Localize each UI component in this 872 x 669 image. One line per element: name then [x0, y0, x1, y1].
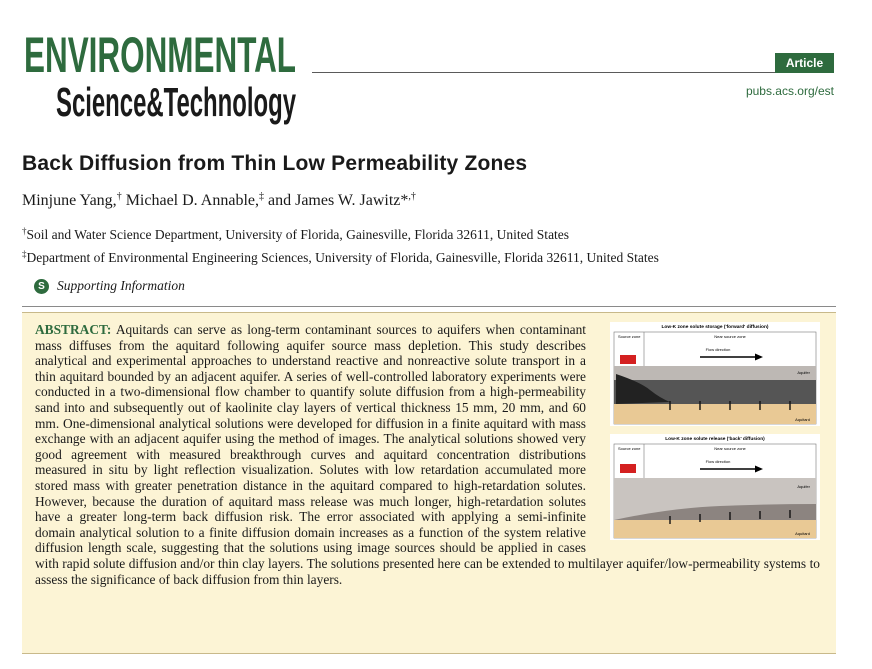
abstract-body: Aquitards can serve as long-term contaminant sources to aquifers when contaminant mass diffuses from the aquitard following aquifer source mass depletion. This study describes analytical and experimental approaches to understand reactive and nonreactive solute transport in a thin aquitard bounded by an adjacent aquifer. A series of well-controlled laboratory experiments were conducted in a two-dimensional flow chamber to quantify solute diffusion from a high-permeability sand into and subsequently out of kaolinite clay layers of vertical thickness 15 mm, 20 mm, and 60 mm. One-dimensional analytical solutions were developed for diffusion in a finite aquitard with mass exchange with an adjacent aquifer using the method of images. The analytical solutions showed very good agreement with measured breakthrough curves and aquitard concentration distributions measured in situ by light reflection visualization. Solutes with low retardation accumulated more stored mass with greater penetration distance in the aquitard compared to high-retardation solutes. However, because the duration of aquitard mass release was much longer, high-retardation solutes have a greater long-term back diffusion risk. The error associated with applying a semi-infinite domain analytical solution to a finite diffusion domain increases as a function of the system relative diffusion length scale, suggesting that the solutions using image sources should be applied in cases with rapid solute diffusion and/or thin clay layers. The solutions presented here can be extended to multilayer aquifer/low-permeability systems to assess the significance of back diffusion from thin layers. — [35, 322, 820, 587]
affiliation-mark: ‡ — [22, 249, 27, 259]
source-zone-label: Source zone — [618, 446, 641, 451]
affiliation-line — [22, 249, 659, 266]
affiliation-text: Department of Environmental Engineering Sciences, University of Florida, Gainesville, Florida 32611, United States — [26, 250, 659, 265]
affiliation-mark: † — [22, 226, 27, 236]
affiliation-mark: ,† — [408, 191, 416, 202]
paper-title: Back Diffusion from Thin Low Permeability Zones — [22, 152, 528, 175]
supporting-information-link[interactable] — [34, 278, 185, 294]
near-source-zone-label: Near source zone — [714, 334, 746, 339]
aquitard-layer — [614, 404, 816, 424]
flow-direction-label: Flow direction — [705, 459, 731, 464]
toc-panel-forward-diffusion — [610, 322, 820, 426]
affiliation-line — [22, 226, 569, 243]
section-rule — [22, 306, 836, 307]
journal-url-link[interactable]: pubs.acs.org/est — [745, 84, 834, 98]
aquitard-label: Aquitard — [795, 417, 810, 422]
affiliation-mark: ‡ — [258, 191, 264, 202]
logo-line-2: Science&Technology — [56, 79, 297, 125]
panel-title: Low-K zone solute release ('back' diffusion) — [665, 437, 765, 442]
author-name[interactable]: Minjune Yang, — [22, 192, 117, 209]
supporting-information-label: Supporting Information — [57, 278, 185, 293]
aquifer-label: Aquifer — [797, 484, 810, 489]
flow-direction-label: Flow direction — [705, 347, 731, 352]
panel-title: Low-K zone solute storage ('forward' diffusion) — [661, 325, 769, 330]
toc-graphic — [610, 322, 820, 542]
affiliation-text: Soil and Water Science Department, University of Florida, Gainesville, Florida 32611, United States — [26, 227, 570, 242]
aquifer-label: Aquifer — [797, 370, 810, 375]
source-block — [620, 464, 636, 473]
near-source-zone-label: Near source zone — [714, 446, 746, 451]
source-block — [620, 355, 636, 364]
author-name[interactable]: Michael D. Annable, — [125, 192, 259, 209]
abstract-label: ABSTRACT: — [35, 322, 112, 337]
author-list — [22, 191, 416, 210]
supporting-info-icon: S — [34, 279, 49, 294]
author-name[interactable]: and James W. Jawitz* — [267, 192, 409, 209]
aquitard-layer — [614, 520, 816, 538]
logo-line-1: ENVIRONMENTAL — [24, 27, 296, 83]
header-rule — [312, 72, 775, 73]
toc-panel-back-diffusion — [610, 434, 820, 540]
source-zone-label: Source zone — [618, 334, 641, 339]
article-type-badge: Article — [775, 53, 834, 73]
journal-logo — [22, 24, 302, 130]
affiliation-mark: † — [116, 191, 122, 202]
aquitard-label: Aquitard — [795, 531, 810, 536]
